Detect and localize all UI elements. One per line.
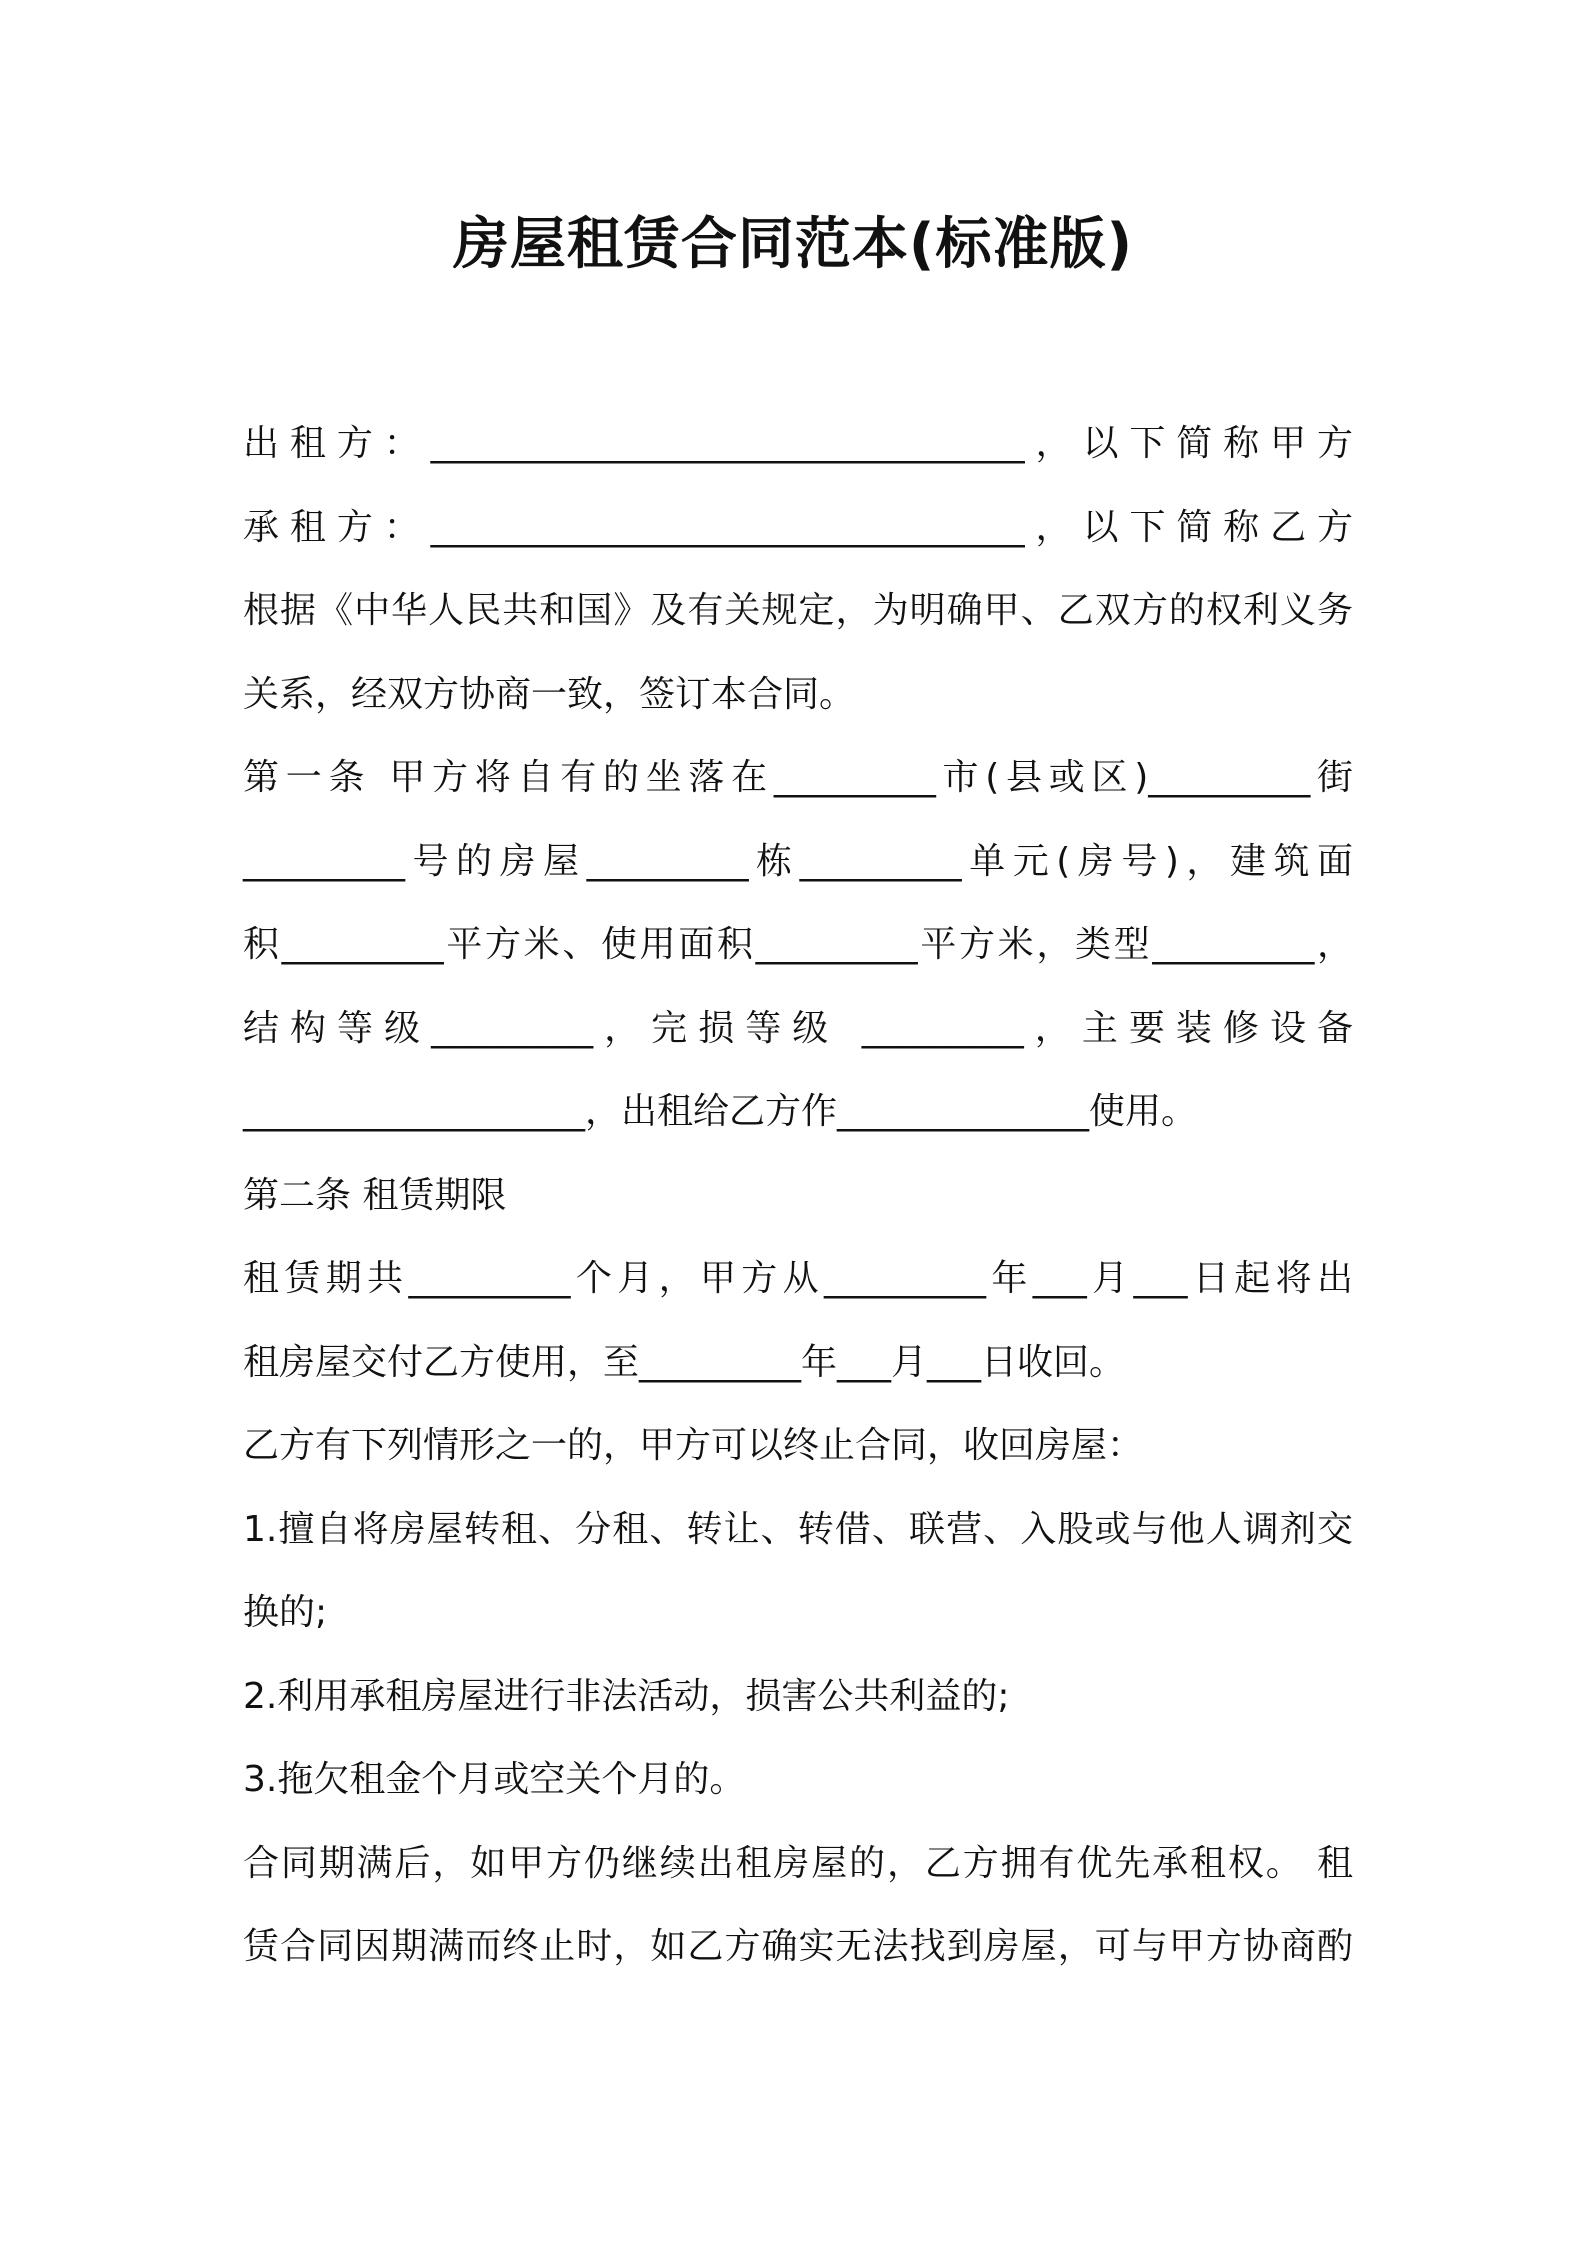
article-1-line-1: 第一条 甲方将自有的坐落在_________市(县或区)_________街 (243, 757, 1353, 798)
article-2-line-1: 租赁期共_________个月，甲方从_________年___月___日起将出 (243, 1258, 1353, 1299)
article-1-line-4: 结构等级_________，完损等级 _________，主要装修设备 (243, 1007, 1353, 1049)
termination-item-3: 3.拖欠租金个月或空关个月的。 (243, 1759, 746, 1800)
termination-intro: 乙方有下列情形之一的，甲方可以终止合同，收回房屋： (243, 1425, 1144, 1466)
document-body (243, 402, 1383, 1989)
preamble-line-2: 关系，经双方协商一致，签订本合同。 (243, 673, 856, 715)
article-1-line-2: _________号的房屋_________栋_________单元(房号)，建筑面 (243, 840, 1353, 882)
termination-item-1-line-2: 换的; (243, 1592, 328, 1633)
preamble-line-1: 根据《中华人民共和国》及有关规定，为明确甲、乙双方的权利义务 (243, 590, 1353, 631)
document-title: 房屋租赁合同范本(标准版) (452, 212, 1134, 277)
article-1-line-5: ___________________，出租给乙方作______________使用。 (243, 1091, 1198, 1132)
renewal-line-1: 合同期满后，如甲方仍继续出租房屋的，乙方拥有优先承租权。 租 (243, 1842, 1353, 1884)
termination-item-1-line-1: 1.擅自将房屋转租、分租、转让、转借、联营、入股或与他人调剂交 (243, 1508, 1353, 1550)
renewal-line-2: 赁合同因期满而终止时，如乙方确实无法找到房屋，可与甲方协商酌 (243, 1926, 1353, 1967)
lessee-line: 承租方：_________________________________，以下简称乙方 (243, 506, 1353, 548)
termination-item-2: 2.利用承租房屋进行非法活动，损害公共利益的; (243, 1675, 1010, 1717)
article-2-line-2: 租房屋交付乙方使用，至_________年___月___日收回。 (243, 1341, 1126, 1383)
lessor-line: 出租方：_________________________________，以下简称甲方 (243, 423, 1353, 464)
article-1-line-3: 积_________平方米、使用面积_________平方米，类型_________， (243, 924, 1353, 965)
article-2-heading: 第二条 租赁期限 (243, 1174, 507, 1216)
